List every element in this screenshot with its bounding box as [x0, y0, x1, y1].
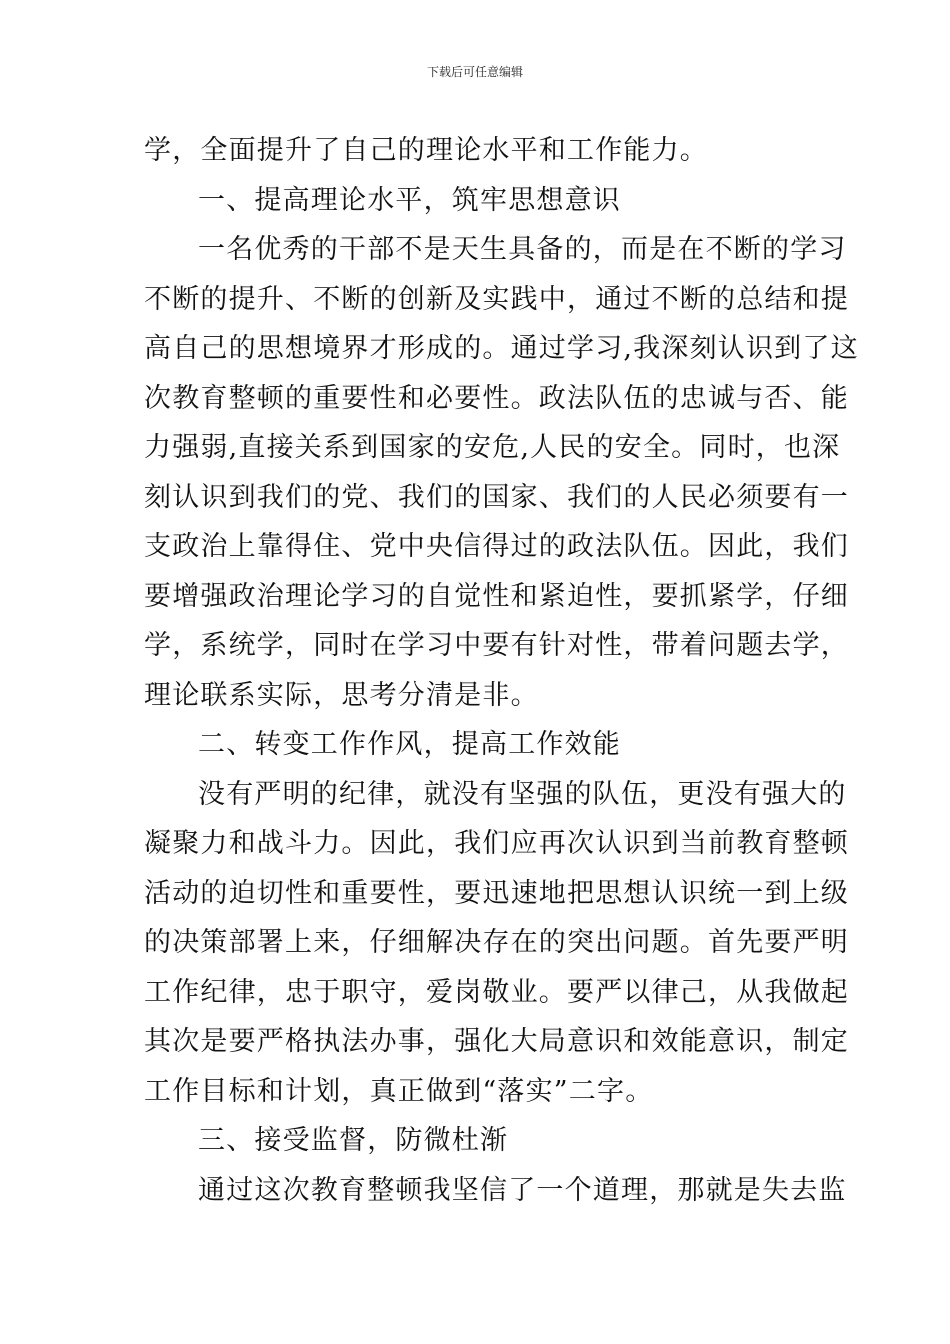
page-header: 下载后可任意编辑: [426, 65, 523, 79]
text-line: 工作目标和计划，真正做到“落实”二字。: [144, 1075, 654, 1107]
text-line: 一名优秀的干部不是天生具备的，而是在不断的学习: [198, 234, 847, 265]
text-line: 其次是要严格执法办事，强化大局意识和效能意识，制定: [144, 1026, 849, 1057]
document-body: [144, 126, 859, 1215]
text-line: 凝聚力和战斗力。因此，我们应再次认识到当前教育整顿: [144, 828, 849, 859]
text-line: 没有严明的纪律，就没有坚强的队伍，更没有强大的: [198, 778, 847, 810]
text-line: 学，系统学，同时在学习中要有针对性，带着问题去学，: [144, 630, 849, 661]
text-line: 工作纪律，忠于职守，爱岗敬业。要严以律己，从我做起: [144, 976, 849, 1008]
section-heading: 三、接受监督，防微杜渐: [198, 1125, 509, 1156]
text-line: 次教育整顿的重要性和必要性。政法队伍的忠诚与否、能: [144, 382, 849, 414]
text-line: 要增强政治理论学习的自觉性和紧迫性，要抓紧学，仔细: [144, 580, 849, 612]
text-line: 的决策部署上来，仔细解决存在的突出问题。首先要严明: [144, 927, 849, 958]
text-line: 不断的提升、不断的创新及实践中，通过不断的总结和提: [144, 283, 849, 315]
text-line: 刻认识到我们的党、我们的国家、我们的人民必须要有一: [144, 481, 849, 513]
text-line: 高自己的思想境界才形成的。通过学习,我深刻认识到了这: [144, 333, 859, 364]
section-heading: 二、转变工作作风，提高工作效能: [198, 729, 621, 760]
text-line: 理论联系实际，思考分清是非。: [144, 679, 539, 711]
text-line: 学，全面提升了自己的理论水平和工作能力。: [144, 135, 708, 166]
text-line: 支政治上靠得住、党中央信得过的政法队伍。因此，我们: [144, 531, 849, 562]
section-heading: 一、提高理论水平，筑牢思想意识: [198, 184, 621, 216]
text-line: 活动的迫切性和重要性，要迅速地把思想认识统一到上级: [144, 877, 849, 909]
text-line: 通过这次教育整顿我坚信了一个道理，那就是失去监: [198, 1174, 847, 1206]
text-line: 力强弱,直接关系到国家的安危,人民的安全。同时，也深: [144, 432, 841, 463]
